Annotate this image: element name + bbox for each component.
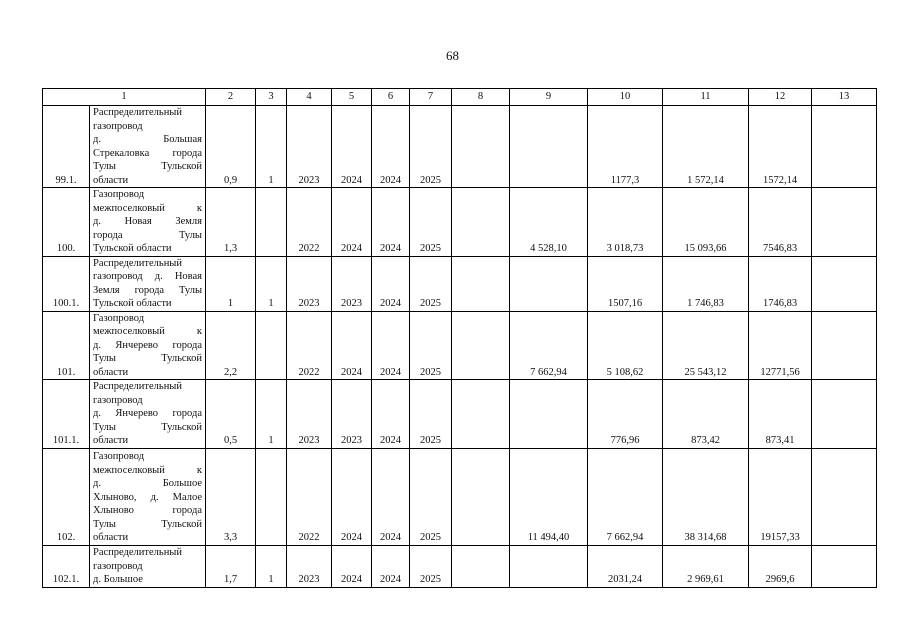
cell-col-8 [452,106,510,188]
cell-col-7: 2025 [410,256,452,311]
object-name-line: Стрекаловка города [93,147,202,159]
object-name [90,311,206,380]
object-name-line: Тулы Тульской [93,421,202,433]
cell-col-12: 19157,33 [749,448,812,545]
cell-col-8 [452,311,510,380]
cell-col-11: 2 969,61 [663,545,749,587]
cell-col-9: 7 662,94 [510,311,588,380]
cell-col-11: 1 746,83 [663,256,749,311]
header-cell: 8 [452,89,510,106]
cell-col-12: 12771,56 [749,311,812,380]
cell-col-5: 2024 [332,448,372,545]
object-name-line: д. Новая Земля [93,216,202,227]
cell-col-2: 1,3 [206,188,256,257]
object-name-line: области [93,435,129,446]
object-name-line: Распределительный [93,257,182,269]
cell-col-3 [256,311,287,380]
cell-col-6: 2024 [372,106,410,188]
table-row [43,311,877,380]
object-name-line: Земля города Тулы [93,284,202,296]
cell-col-2: 2,2 [206,311,256,380]
object-name [90,188,206,257]
table-row [43,188,877,257]
header-cell: 12 [749,89,812,106]
row-index: 100.1. [43,256,90,311]
object-name-line: Тулы Тульской [93,161,202,172]
object-name-line: газопровод д. Новая [93,271,202,282]
cell-col-4: 2022 [287,188,332,257]
table-row [43,106,877,188]
object-name-line: области [93,366,129,378]
cell-col-3: 1 [256,380,287,449]
cell-col-3 [256,188,287,257]
object-name-line: Газопровод [93,451,145,462]
cell-col-7: 2025 [410,545,452,587]
cell-col-2: 1,7 [206,545,256,587]
cell-col-12: 2969,6 [749,545,812,587]
cell-col-3 [256,448,287,545]
cell-col-2: 1 [206,256,256,311]
cell-col-9 [510,545,588,587]
cell-col-12: 1746,83 [749,256,812,311]
cell-col-13 [812,448,877,545]
header-cell: 11 [663,89,749,106]
cell-col-3: 1 [256,545,287,587]
cell-col-8 [452,256,510,311]
header-cell: 7 [410,89,452,106]
cell-col-13 [812,106,877,188]
object-name-line: Тульской области [93,243,172,254]
object-name-line: межпоселковый к [93,326,202,337]
object-name-line: Тулы Тульской [93,518,202,530]
cell-col-10: 1177,3 [588,106,663,188]
cell-col-10: 3 018,73 [588,188,663,257]
cell-col-10: 7 662,94 [588,448,663,545]
cell-col-9 [510,106,588,188]
cell-col-12: 873,41 [749,380,812,449]
cell-col-6: 2024 [372,380,410,449]
header-cell: 4 [287,89,332,106]
cell-col-9 [510,256,588,311]
object-name-line: Хлыново, д. Малое [93,491,202,503]
cell-col-7: 2025 [410,188,452,257]
cell-col-13 [812,545,877,587]
cell-col-8 [452,188,510,257]
table-row [43,545,877,587]
cell-col-5: 2024 [332,188,372,257]
object-name [90,448,206,545]
object-name-line: Тулы Тульской [93,353,202,364]
header-cell: 2 [206,89,256,106]
object-name-line: Распределительный [93,107,182,118]
object-name-line: Распределительный [93,547,182,558]
cell-col-2: 0,9 [206,106,256,188]
cell-col-8 [452,380,510,449]
cell-col-9: 4 528,10 [510,188,588,257]
header-cell: 5 [332,89,372,106]
cell-col-7: 2025 [410,106,452,188]
cell-col-10: 5 108,62 [588,311,663,380]
cell-col-2: 3,3 [206,448,256,545]
object-name-line: газопровод [93,560,143,572]
cell-col-11: 38 314,68 [663,448,749,545]
cell-col-11: 15 093,66 [663,188,749,257]
cell-col-5: 2024 [332,106,372,188]
row-index: 100. [43,188,90,257]
object-name [90,256,206,311]
row-index: 101.1. [43,380,90,449]
row-index: 102. [43,448,90,545]
object-name-line: д. Янчерево города [93,408,202,419]
cell-col-7: 2025 [410,448,452,545]
cell-col-6: 2024 [372,311,410,380]
object-name-line: межпоселковый к [93,464,202,476]
object-name [90,545,206,587]
object-name-line: д. Большое [93,478,202,489]
cell-col-8 [452,545,510,587]
cell-col-3: 1 [256,106,287,188]
cell-col-5: 2024 [332,311,372,380]
cell-col-10: 776,96 [588,380,663,449]
cell-col-4: 2023 [287,106,332,188]
object-name-line: Тульской области [93,298,172,309]
object-name-line: газопровод [93,394,143,406]
cell-col-4: 2023 [287,256,332,311]
table-row [43,380,877,449]
row-index: 101. [43,311,90,380]
data-table [42,88,877,588]
cell-col-4: 2022 [287,448,332,545]
cell-col-6: 2024 [372,256,410,311]
object-name-line: д. Большая [93,134,202,145]
cell-col-12: 7546,83 [749,188,812,257]
cell-col-6: 2024 [372,188,410,257]
cell-col-13 [812,188,877,257]
cell-col-5: 2023 [332,380,372,449]
object-name-line: д. Большое [93,574,143,585]
cell-col-4: 2023 [287,380,332,449]
table-row [43,256,877,311]
object-name [90,106,206,188]
cell-col-13 [812,380,877,449]
table-row [43,448,877,545]
cell-col-13 [812,311,877,380]
header-cell: 3 [256,89,287,106]
object-name-line: Газопровод [93,189,145,200]
header-cell: 1 [43,89,206,106]
header-cell: 13 [812,89,877,106]
object-name-line: Распределительный [93,381,182,392]
cell-col-8 [452,448,510,545]
cell-col-7: 2025 [410,380,452,449]
cell-col-2: 0,5 [206,380,256,449]
cell-col-11: 873,42 [663,380,749,449]
object-name-line: д. Янчерево города [93,339,202,351]
cell-col-10: 2031,24 [588,545,663,587]
cell-col-5: 2023 [332,256,372,311]
cell-col-3: 1 [256,256,287,311]
header-cell: 9 [510,89,588,106]
header-cell: 6 [372,89,410,106]
row-index: 102.1. [43,545,90,587]
header-cell: 10 [588,89,663,106]
cell-col-7: 2025 [410,311,452,380]
cell-col-12: 1572,14 [749,106,812,188]
page-number: 68 [446,48,459,63]
cell-col-4: 2023 [287,545,332,587]
object-name-line: межпоселковый к [93,202,202,214]
object-name-line: города Тулы [93,229,202,241]
cell-col-11: 1 572,14 [663,106,749,188]
object-name-line: области [93,532,129,543]
cell-col-9 [510,380,588,449]
object-name-line: Хлыново города [93,505,202,516]
row-index: 99.1. [43,106,90,188]
cell-col-10: 1507,16 [588,256,663,311]
cell-col-4: 2022 [287,311,332,380]
cell-col-6: 2024 [372,448,410,545]
header-row [43,89,877,106]
cell-col-11: 25 543,12 [663,311,749,380]
object-name-line: области [93,174,129,186]
cell-col-5: 2024 [332,545,372,587]
object-name-line: Газопровод [93,312,145,324]
object-name [90,380,206,449]
cell-col-9: 11 494,40 [510,448,588,545]
cell-col-13 [812,256,877,311]
cell-col-6: 2024 [372,545,410,587]
object-name-line: газопровод [93,120,143,132]
